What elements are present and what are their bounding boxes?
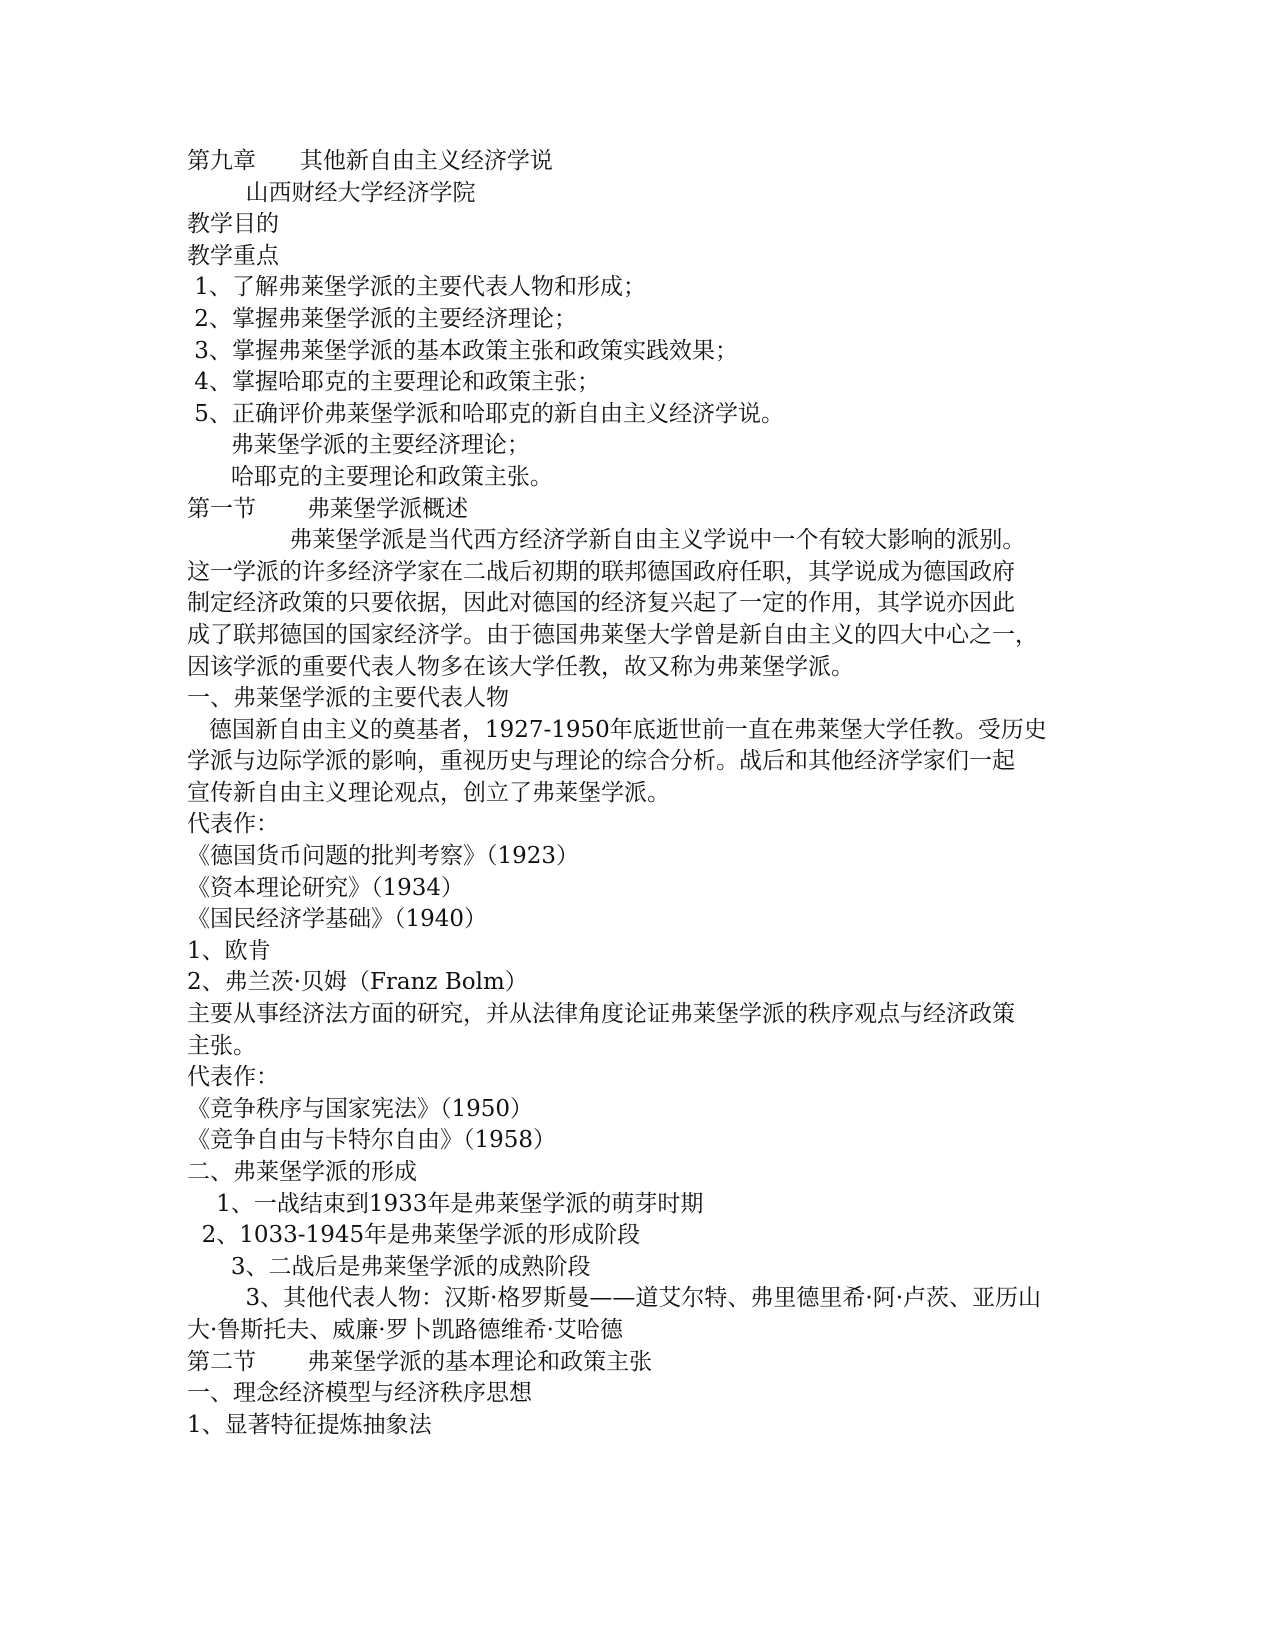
list-item: 3、掌握弗莱堡学派的基本政策主张和政策实践效果； — [187, 337, 738, 364]
list-item: 1、一战结束到1933年是弗莱堡学派的萌芽时期 — [187, 1190, 704, 1217]
document-body — [187, 146, 1092, 1441]
section-heading-teaching-focus: 教学重点 — [187, 242, 279, 269]
book-title: 《竞争自由与卡特尔自由》（1958） — [187, 1127, 557, 1154]
list-item: 1、了解弗莱堡学派的主要代表人物和形成； — [187, 274, 646, 301]
paragraph-line: 大·鲁斯托夫、威廉·罗卜凯路德维希·艾哈德 — [187, 1316, 623, 1343]
section-heading-teaching-goals: 教学目的 — [187, 211, 279, 238]
paragraph-line: 主要从事经济法方面的研究，并从法律角度论证弗莱堡学派的秩序观点与经济政策 — [187, 1001, 1015, 1028]
list-item: 1、欧肯 — [187, 937, 271, 964]
paragraph-line: 主张。 — [187, 1032, 256, 1059]
list-item: 2、掌握弗莱堡学派的主要经济理论； — [187, 305, 577, 332]
section-heading: 第二节 弗莱堡学派的基本理论和政策主张 — [187, 1348, 653, 1375]
list-item: 1、显著特征提炼抽象法 — [187, 1411, 432, 1438]
chapter-title: 第九章 其他新自由主义经济学说 — [187, 148, 553, 174]
label-representative-works: 代表作： — [187, 1064, 279, 1091]
list-item: 2、弗兰茨·贝姆（Franz Bolm） — [187, 969, 528, 996]
list-item: 4、掌握哈耶克的主要理论和政策主张； — [187, 369, 600, 396]
list-item: 5、正确评价弗莱堡学派和哈耶克的新自由主义经济学说。 — [187, 400, 784, 427]
section-heading: 第一节 弗莱堡学派概述 — [187, 495, 469, 522]
paragraph-line: 制定经济政策的只要依据，因此对德国的经济复兴起了一定的作用，其学说亦因此 — [187, 590, 1015, 617]
subsection-heading: 二、弗莱堡学派的形成 — [187, 1159, 417, 1185]
paragraph-line: 弗莱堡学派是当代西方经济学新自由主义学说中一个有较大影响的派别。 — [187, 527, 1026, 554]
key-point: 哈耶克的主要理论和政策主张。 — [187, 463, 553, 490]
label-representative-works: 代表作： — [187, 811, 279, 838]
book-title: 《竞争秩序与国家宪法》（1950） — [187, 1095, 534, 1122]
book-title: 《德国货币问题的批判考察》（1923） — [187, 843, 580, 870]
key-point: 弗莱堡学派的主要经济理论； — [187, 432, 530, 459]
book-title: 《资本理论研究》（1934） — [187, 874, 465, 901]
paragraph-line: 成了联邦德国的国家经济学。由于德国弗莱堡大学曾是新自由主义的四大中心之一， — [187, 621, 1038, 648]
subsection-heading: 一、理念经济模型与经济秩序思想 — [187, 1380, 532, 1407]
paragraph-line: 德国新自由主义的奠基者，1927-1950年底逝世前一直在弗莱堡大学任教。受历史 — [187, 716, 1047, 743]
paragraph-line: 宣传新自由主义理论观点，创立了弗莱堡学派。 — [187, 779, 670, 806]
book-title: 《国民经济学基础》（1940） — [187, 906, 488, 933]
list-item: 2、1033-1945年是弗莱堡学派的形成阶段 — [187, 1222, 641, 1249]
list-item: 3、二战后是弗莱堡学派的成熟阶段 — [187, 1253, 591, 1280]
paragraph-line: 因该学派的重要代表人物多在该大学任教，故又称为弗莱堡学派。 — [187, 653, 854, 680]
institution-name: 山西财经大学经济学院 — [187, 179, 476, 206]
paragraph-line: 这一学派的许多经济学家在二战后初期的联邦德国政府任职，其学说成为德国政府 — [187, 558, 1015, 585]
paragraph-line: 学派与边际学派的影响，重视历史与理论的综合分析。战后和其他经济学家们一起 — [187, 748, 1015, 775]
subsection-heading: 一、弗莱堡学派的主要代表人物 — [187, 685, 509, 712]
paragraph-line: 3、其他代表人物：汉斯·格罗斯曼——道艾尔特、弗里德里希·阿·卢茨、亚历山 — [187, 1285, 1042, 1312]
